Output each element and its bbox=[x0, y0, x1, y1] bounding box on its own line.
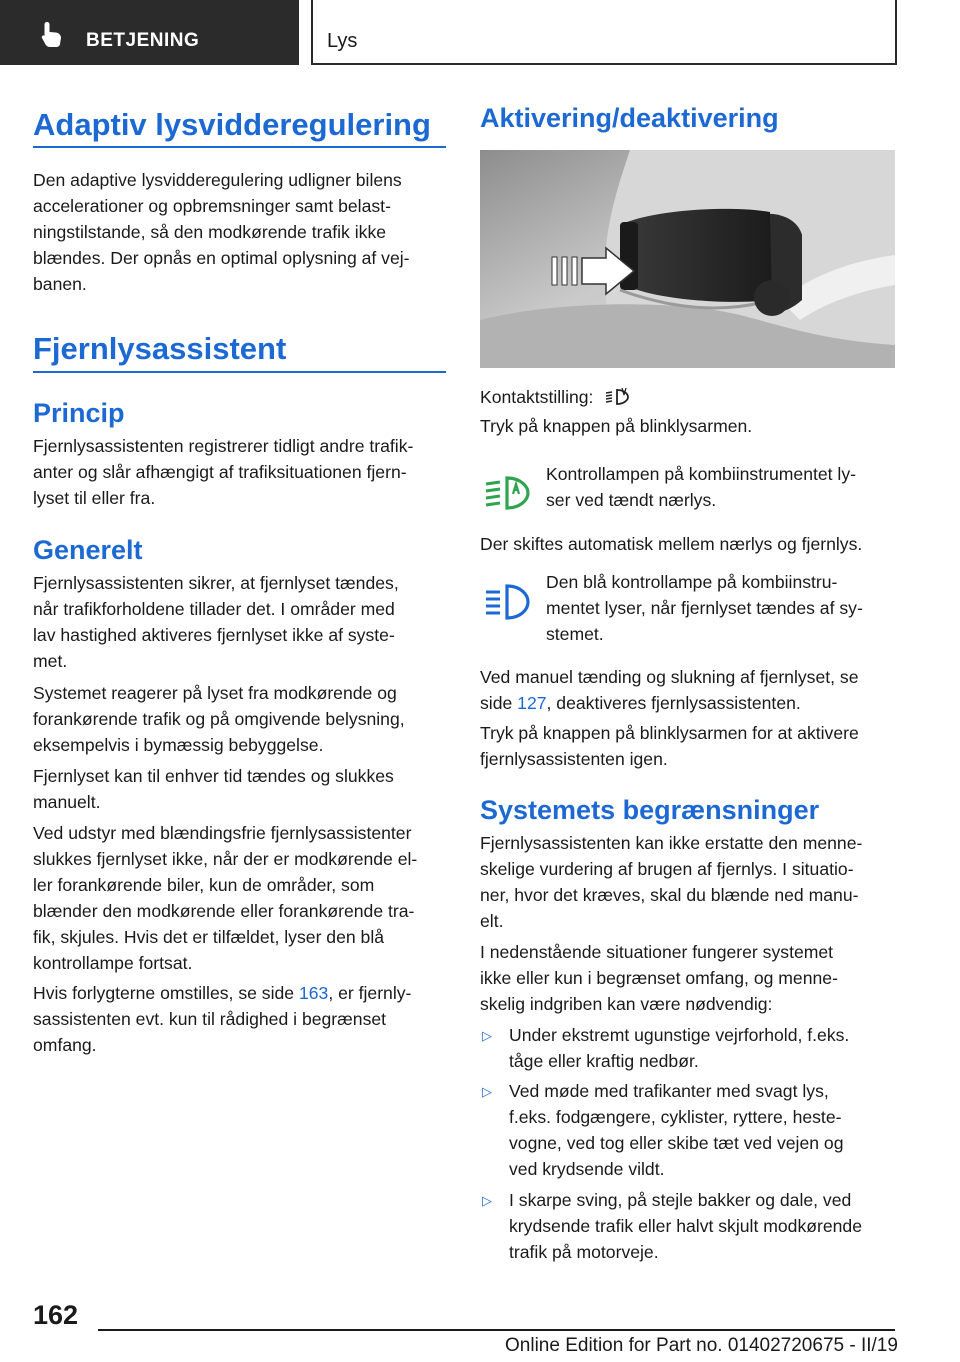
text-fragment: Hvis forlygterne omstilles, se side bbox=[33, 983, 299, 1003]
text-line: f.eks. fodgængere, cyklister, ryttere, heste- bbox=[509, 1107, 842, 1127]
text-line: skelige vurdering af brugen af fjernlys. I situatio- bbox=[480, 859, 854, 879]
text-line bbox=[480, 690, 895, 716]
text-line: Fjernlysassistenten kan ikke erstatte den menne- bbox=[480, 833, 863, 853]
heading-activation: Aktivering/deaktivering bbox=[480, 103, 779, 133]
text-line: forankørende trafik og på omgivende belysning, bbox=[33, 709, 405, 729]
text-line: Den blå kontrollampe på kombiinstru- bbox=[546, 572, 838, 592]
text-line: ner, hvor det kræves, skal du blænde ned manu- bbox=[480, 885, 859, 905]
text-line: sassistenten evt. kun til rådighed i begrænset bbox=[33, 1009, 387, 1029]
heading-princip: Princip bbox=[33, 398, 125, 428]
text-fragment: , er fjernly- bbox=[328, 983, 412, 1003]
lamp-blue-paragraph bbox=[546, 569, 895, 647]
generelt-paragraph-2 bbox=[33, 680, 446, 758]
text-line: lyset til eller fra. bbox=[33, 488, 156, 508]
text-line: banen. bbox=[33, 274, 87, 294]
edition-text: Online Edition for Part no. 01402720675 - II/19 bbox=[505, 1335, 898, 1356]
bullet-triangle-icon: ▷ bbox=[482, 1084, 492, 1099]
text-line: tåge eller kraftig nedbør. bbox=[509, 1051, 699, 1071]
generelt-paragraph-3 bbox=[33, 763, 446, 815]
text-line: fik, skjules. Hvis det er tilfældet, lyser den blå bbox=[33, 927, 385, 947]
text-line: ikke eller kun i begrænset omfang, og menne- bbox=[480, 968, 838, 988]
heading-rule bbox=[33, 146, 446, 148]
text-line: Fjernlysassistenten registrerer tidligt andre trafik- bbox=[33, 436, 414, 456]
section-generelt bbox=[33, 536, 446, 566]
text-line: blænder den modkørende eller forankørende tra- bbox=[33, 901, 415, 921]
text-fragment: side bbox=[480, 693, 518, 713]
text-line: krydsende trafik eller halvt skjult modkørende bbox=[509, 1216, 863, 1236]
princip-paragraph bbox=[33, 433, 446, 511]
text-line: lav hastighed aktiveres fjernlyset ikke af syste- bbox=[33, 625, 395, 645]
text-line: slukkes fjernlyset ikke, når der er modkørende el- bbox=[33, 849, 418, 869]
section-princip bbox=[33, 399, 446, 429]
text-line: elt. bbox=[480, 911, 504, 931]
contact-label: Kontaktstilling: bbox=[480, 387, 594, 407]
contact-line bbox=[480, 384, 895, 410]
text-line: Systemet reagerer på lyset fra modkørende og bbox=[33, 683, 397, 703]
press-paragraph bbox=[480, 413, 895, 439]
chapter-box bbox=[311, 0, 897, 65]
section-assistant bbox=[33, 332, 446, 366]
switch-paragraph bbox=[480, 531, 900, 557]
heading-adaptive: Adaptiv lysvidderegulering bbox=[33, 107, 431, 142]
text-line: Ved møde med trafikanter med svagt lys, bbox=[509, 1081, 829, 1101]
text-line: Der skiftes automatisk mellem nærlys og fjernlys. bbox=[480, 534, 863, 554]
text-line: fjernlysassistenten igen. bbox=[480, 749, 668, 769]
section-tab bbox=[0, 0, 299, 65]
text-line: anter og slår afhængigt af trafiksituationen fjern- bbox=[33, 462, 407, 482]
text-line: Under ekstremt ugunstige vejrforhold, f.eks. bbox=[509, 1025, 850, 1045]
text-line: ved krydsende vildt. bbox=[509, 1159, 665, 1179]
text-line: vogne, ved tog eller skibe tæt ved vejen og bbox=[509, 1133, 844, 1153]
auto-high-beam-icon bbox=[604, 386, 632, 406]
text-line: accelerationer og opbremsninger samt belast- bbox=[33, 196, 391, 216]
text-line: I skarpe sving, på stejle bakker og dale, ved bbox=[509, 1190, 852, 1210]
text-line: Fjernlyset kan til enhver tid tændes og slukkes bbox=[33, 766, 394, 786]
list-item bbox=[480, 1078, 895, 1182]
text-line bbox=[33, 980, 446, 1006]
text-line: blændes. Der opnås en optimal oplysning af vej- bbox=[33, 248, 410, 268]
text-line: ningstilstande, så den modkørende trafik ikke bbox=[33, 222, 387, 242]
pointing-hand-icon bbox=[38, 20, 66, 48]
generelt-paragraph-4 bbox=[33, 820, 446, 976]
text-fragment: , deaktiveres fjernlysassistenten. bbox=[546, 693, 801, 713]
section-limits bbox=[480, 796, 895, 826]
text-line: manuelt. bbox=[33, 792, 101, 812]
auto-high-beam-lamp-icon bbox=[483, 470, 533, 516]
text-line: skelig indgriben kan være nødvendig: bbox=[480, 994, 773, 1014]
text-line bbox=[480, 384, 895, 410]
text-line: Fjernlysassistenten sikrer, at fjernlyset tændes, bbox=[33, 573, 399, 593]
page-link-163[interactable]: 163 bbox=[298, 983, 329, 1003]
generelt-paragraph-1 bbox=[33, 570, 446, 674]
page-link-127[interactable]: 127 bbox=[517, 693, 547, 713]
text-line: trafik på motorveje. bbox=[509, 1242, 659, 1262]
text-line: ler forankørende biler, kun de områder, som bbox=[33, 875, 375, 895]
text-line: når trafikforholdene tillader det. I områder med bbox=[33, 599, 395, 619]
chapter-label: Lys bbox=[327, 30, 358, 52]
section-adaptive bbox=[33, 108, 446, 142]
lamp-green-paragraph bbox=[546, 461, 895, 513]
limits-paragraph-1 bbox=[480, 830, 895, 934]
text-line: Den adaptive lysvidderegulering udligner bilens bbox=[33, 170, 402, 190]
manual-paragraph bbox=[480, 664, 895, 716]
list-item bbox=[480, 1187, 895, 1265]
text-line: Ved udstyr med blændingsfrie fjernlysassistenter bbox=[33, 823, 412, 843]
section-activation bbox=[480, 104, 895, 134]
auto-high-beam-lamp bbox=[483, 470, 533, 521]
list-item bbox=[480, 1022, 895, 1074]
generelt-paragraph-5 bbox=[33, 980, 446, 1058]
heading-limits: Systemets begrænsninger bbox=[480, 795, 820, 825]
text-line: Tryk på knappen på blinklysarmen. bbox=[480, 416, 753, 436]
limits-paragraph-2 bbox=[480, 939, 895, 1017]
high-beam-lamp-icon bbox=[483, 580, 533, 626]
footer-rule bbox=[98, 1329, 895, 1331]
text-line: stemet. bbox=[546, 624, 604, 644]
text-line: kontrollampe fortsat. bbox=[33, 953, 193, 973]
adaptive-paragraph bbox=[33, 167, 446, 297]
text-line: Tryk på knappen på blinklysarmen for at aktivere bbox=[480, 723, 859, 743]
bullet-triangle-icon: ▷ bbox=[482, 1028, 492, 1043]
bullet-triangle-icon: ▷ bbox=[482, 1193, 492, 1208]
text-line: met. bbox=[33, 651, 68, 671]
text-line: mentet lyser, når fjernlyset tændes af sy- bbox=[546, 598, 863, 618]
text-line: Ved manuel tænding og slukning af fjernlyset, se bbox=[480, 667, 859, 687]
press-again-paragraph bbox=[480, 720, 895, 772]
section-label: BETJENING bbox=[86, 30, 200, 51]
heading-generelt: Generelt bbox=[33, 535, 143, 565]
text-line: omfang. bbox=[33, 1035, 97, 1055]
text-line: eksempelvis i bymæssig bebyggelse. bbox=[33, 735, 324, 755]
heading-assistant: Fjernlysassistent bbox=[33, 331, 287, 366]
lever-illustration bbox=[480, 150, 895, 368]
heading-rule bbox=[33, 371, 446, 373]
text-line: ser ved tændt nærlys. bbox=[546, 490, 717, 510]
high-beam-lamp bbox=[483, 580, 533, 631]
lever-photo bbox=[480, 150, 895, 368]
text-line: I nedenstående situationer fungerer systemet bbox=[480, 942, 834, 962]
page-number: 162 bbox=[33, 1300, 79, 1330]
text-line: Kontrollampen på kombiinstrumentet ly- bbox=[546, 464, 856, 484]
